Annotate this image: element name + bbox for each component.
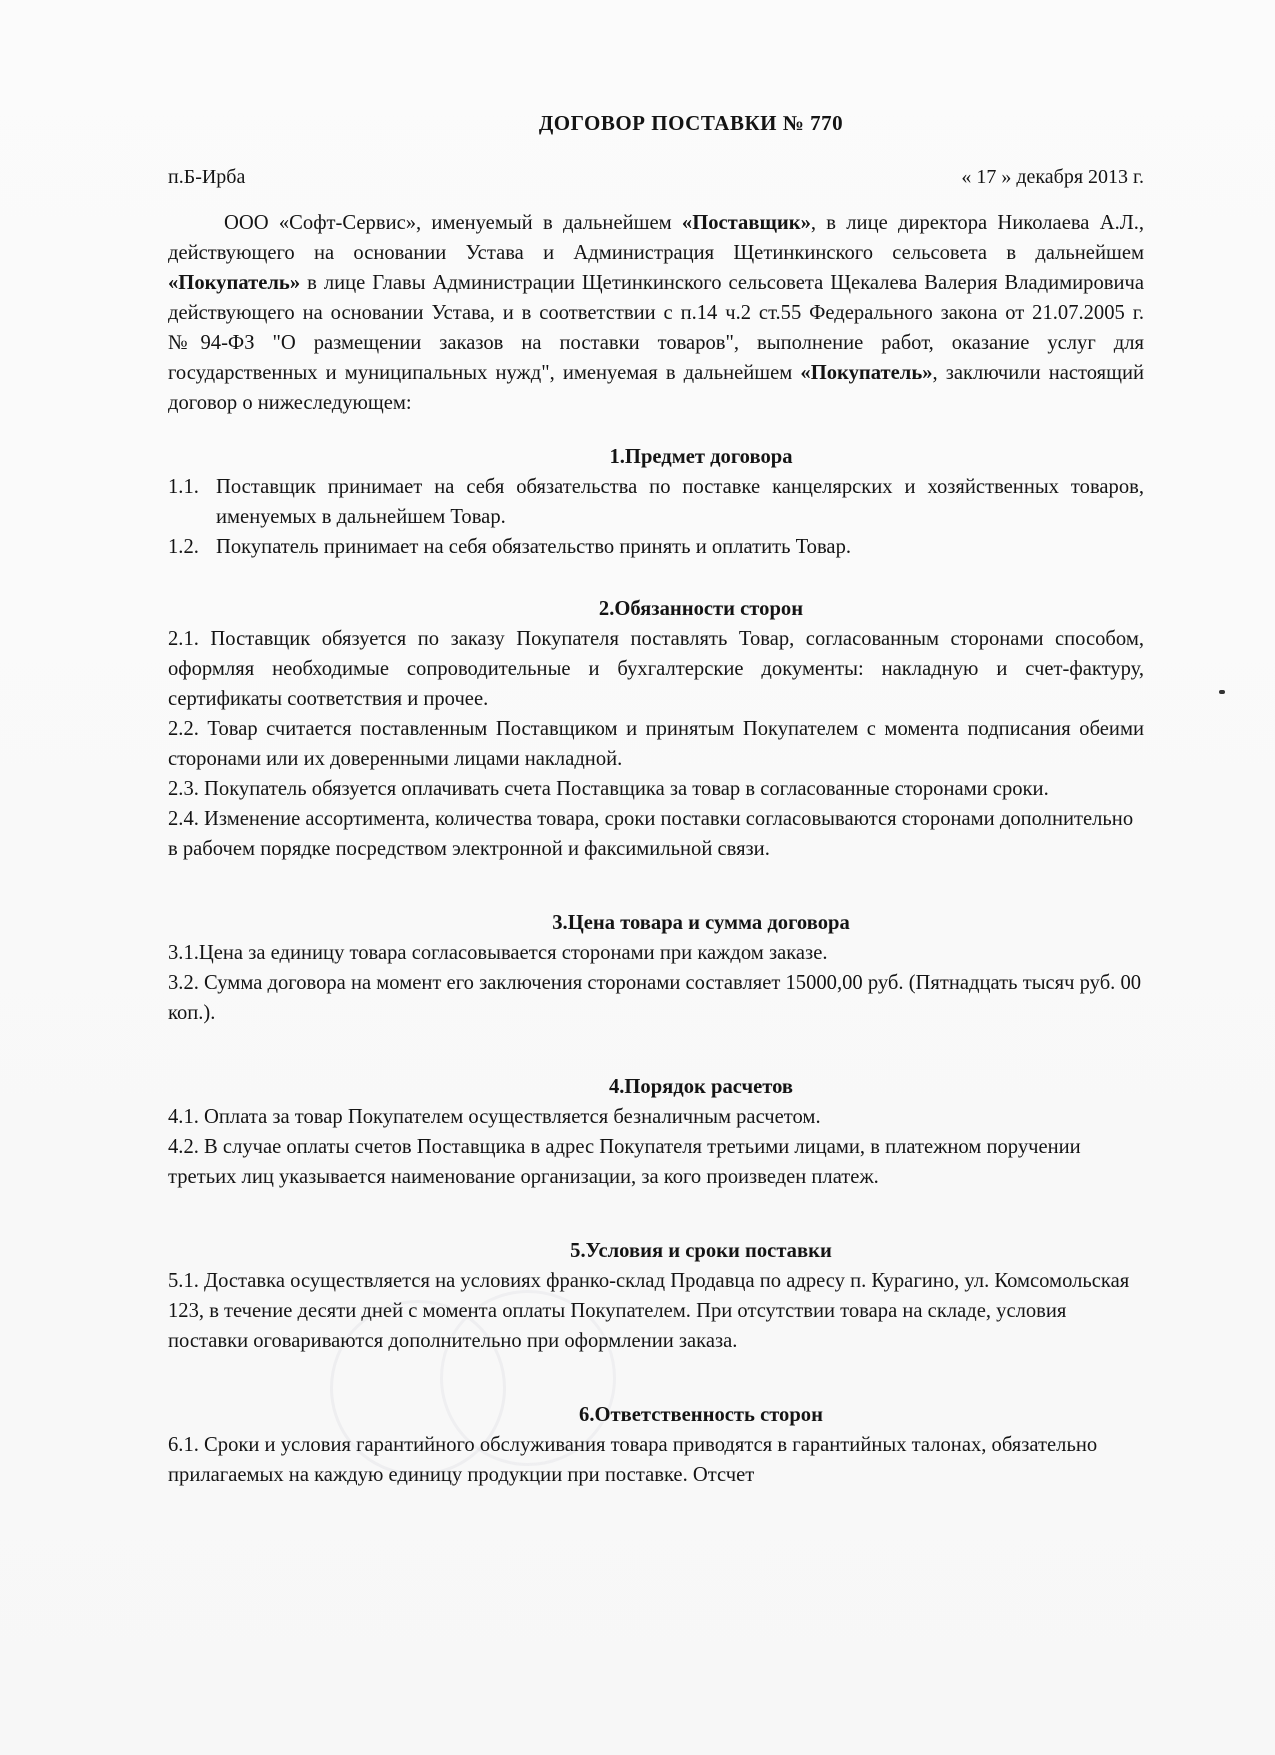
section-heading: 3.Цена товара и сумма договора — [552, 912, 850, 934]
ink-speck — [1219, 690, 1225, 694]
intro-text-3: в лице Главы Администрации Щетинкинского сельсовета Щекалева Валерия Владимировича действующего на основании Устава, и в соответствии с п.14 ч.2 ст.55 Федерального закона от 21.07.2005 г. №94-ФЗ "О размещении заказов на поставки товаров", выполнение работ, оказание услуг для государственных и муниципальных нужд", именуемая в дальнейшем — [168, 272, 1144, 384]
clause-text: 6.1. Сроки и условия гарантийного обслуживания товара приводятся в гарантийных талонах, обязательно прилагаемых на каждую единицу продукции при поставке. Отсчет — [168, 1434, 1098, 1486]
clause-text: 2.3. Покупатель обязуется оплачивать счета Поставщика за товар в согласованные сторонами сроки. — [168, 778, 1049, 800]
contract-date: « 17 » декабря 2013 г. — [961, 166, 1144, 188]
document-title: ДОГОВОР ПОСТАВКИ № 770 — [538, 111, 844, 135]
buyer-term-2: «Покупатель» — [800, 362, 933, 384]
clause-text: 4.1. Оплата за товар Покупателем осуществляется безналичным расчетом. — [168, 1106, 821, 1128]
place-date-line — [168, 162, 1144, 192]
section-heading: 4.Порядок расчетов — [608, 1076, 794, 1098]
clause-text: Покупатель принимает на себя обязательство принять и оплатить Товар. — [216, 536, 852, 558]
intro-text-4: , заключили настоящий договор о нижеследующем: — [168, 362, 1144, 414]
clause-text: 2.4. Изменение ассортимента, количества товара, сроки поставки согласовываются сторонами дополнительно в рабочем порядке посредством электронной и факсимильной связи. — [168, 808, 1134, 860]
clause-text: 3.1.Цена за единицу товара согласовывается сторонами при каждом заказе. — [168, 942, 828, 964]
clause-text: Поставщик принимает на себя обязательства по поставке канцелярских и хозяйственных товаров, именуемых в дальнейшем Товар. — [216, 476, 1144, 528]
clause-text: 3.2. Сумма договора на момент его заключения сторонами составляет 15000,00 руб. (Пятнадцать тысяч руб. 00 коп.). — [168, 972, 1142, 1024]
section-heading: 5.Условия и сроки поставки — [570, 1240, 832, 1262]
supplier-term: «Поставщик» — [681, 212, 811, 234]
clause-text: 2.2. Товар считается поставленным Поставщиком и принятым Покупателем с момента подписания обеими сторонами или их доверенными лицами накладной. — [168, 718, 1144, 770]
section-heading: 2.Обязанности сторон — [598, 598, 804, 620]
clause-number: 1.2. — [168, 536, 199, 558]
section-heading: 6.Ответственность сторон — [579, 1404, 823, 1426]
intro-paragraph — [168, 208, 1144, 418]
clause-text: 5.1. Доставка осуществляется на условиях франко-склад Продавца по адресу п. Курагино, ул. Комсомольская 123, в течение десяти дней с момента оплаты Покупателем. При отсутствии товара на складе, условия поставки оговариваются дополнительно при оформлении заказа. — [168, 1270, 1130, 1352]
clause — [168, 532, 1144, 562]
clause-number: 1.1. — [168, 476, 199, 498]
section-heading: 1.Предмет договора — [609, 446, 793, 468]
document-body — [168, 108, 1144, 1490]
clause-text: 2.1. Поставщик обязуется по заказу Покупателя поставлять Товар, согласованным сторонами способом, оформляя необходимые сопроводительные и бухгалтерские документы: накладную и счет-фактуру, сертификаты соответствия и прочее. — [168, 628, 1144, 710]
intro-text-1: ООО «Софт-Сервис», именуемый в дальнейшем — [224, 212, 682, 234]
contract-place: п.Б-Ирба — [168, 166, 246, 188]
buyer-term: «Покупатель» — [168, 272, 301, 294]
clause — [168, 472, 1144, 532]
intro-text-2: , в лице директора Николаева А.Л., действующего на основании Устава и Администрация Щетинкинского сельсовета в дальнейшем — [168, 212, 1144, 264]
clause-text: 4.2. В случае оплаты счетов Поставщика в адрес Покупателя третьими лицами, в платежном поручении третьих лиц указывается наименование организации, за кого произведен платеж. — [168, 1136, 1081, 1188]
